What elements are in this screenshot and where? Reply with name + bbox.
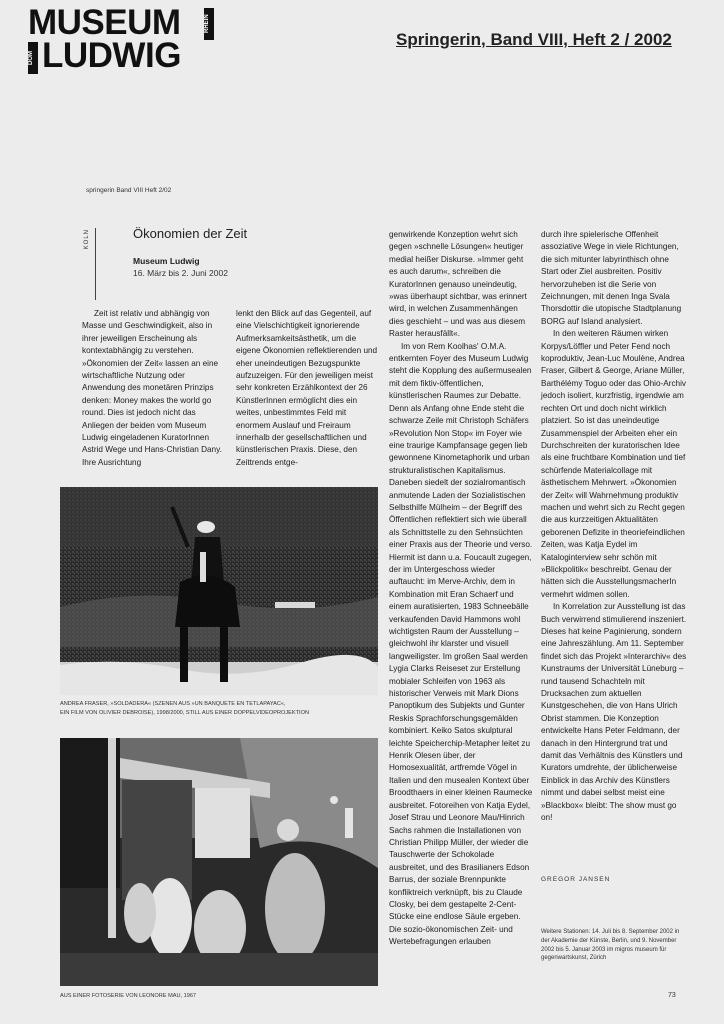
caption-line: EIN FILM VON OLIVIER DEBROISE), 1998/2000, STILL AUS EINER DOPPELVIDEOPROJEKTION [60, 709, 310, 716]
article-venue: Museum Ludwig [133, 256, 200, 266]
photo-caption-2: AUS EINER FOTOSERIE VON LEONORE MAU, 1967 [60, 993, 197, 999]
paragraph: In den weiteren Räumen wirken Korpys/Löffler und Peter Fend noch koproduktiv, Jean-Luc Moulène, Andrea Fraser, Gilbert & George, Ariane Müller, Barthélémy Toguo oder das Ohio-Archiv jedoch isoliert, kurzfristig, irgendwie am rechten Ort und doch nicht wirklich platziert. So ist das uneindeutige Zusammenspiel der Arbeiten eher ein Durchschreiten der kuratorischen Idee als eine fruchtbare Kombination und tief schürfende Materialcollage mit ästhetischem Mehrwert. »Ökonomien der Zeit« will Wahrnehmung produktiv machen und wehrt sich zu Recht gegen die aus kurzzeitigen Aktualitäten geborenen Defizite in theoriefeindlichen Zeiten, was Katja Eydel im Kataloginterview sehr schön mit »Blickpolitik« beschreibt. Genau der hätten sich die AusstellungsmacherIn vermehrt widmen sollen. [541, 329, 687, 599]
photo-soldadera-still [60, 487, 378, 695]
paragraph: durch ihre spielerische Offenheit assoziative Wege in viele Richtungen, die sich mitunter labyrinthisch ohne Start oder Ziel ausbreiten. Positiv hervorzuheben ist die Serie von Zeichnungen, mit denen Inga Svala Thorsdottir die utopische Stadtplanung BORG auf Island analysiert. [541, 230, 682, 326]
caption-line: ANDREA FRASER, »SOLDADERA« (SZENEN AUS »UN BANQUETE EN TETLAPAYAC«, [60, 701, 286, 707]
logo-tag-rhein: RHEIN [204, 8, 214, 40]
photo-soldadera-illustration [60, 487, 378, 695]
logo-line-museum: MUSEUM [28, 3, 181, 42]
page-number: 73 [668, 992, 676, 999]
city-label: KÖLN [84, 229, 90, 250]
photo-mau-illustration [60, 738, 378, 986]
photo-leonore-mau [60, 738, 378, 986]
logo-tag-dom: DOM [28, 42, 38, 74]
text-column-2 [236, 308, 380, 469]
museum-ludwig-logo [28, 3, 218, 75]
divider-line [95, 228, 96, 300]
logo-line-ludwig: LUDWIG [42, 36, 181, 75]
text-column-4 [541, 229, 687, 825]
paragraph: In Korrelation zur Ausstellung ist das Buch verwirrend stimulierend inszeniert. Dieses hat keine Paginierung, sondern eine Jahreszählung. Am 11. September findet sich das Projekt »Interarchiv« des Kunstraums der Universität Lüneburg – rund tausend Schachteln mit Drucksachen zum aktuellen Kunstgeschehen, die von Hans Ulrich Obrist stammen. Die Konzeption entwickelte Hans Peter Feldmann, der danach in den Hintergrund trat und damit das Verhältnis des Künstlers und Kurators umdrehte, der üblicherweise Einblick in das Archiv des Künstlers nimmt und dabei selbst meist eine »Blackbox« bleibt: The show must go on! [541, 602, 687, 823]
text-column-1 [82, 308, 225, 469]
article-title: Ökonomien der Zeit [133, 226, 248, 241]
author-name: GREGOR JANSEN [541, 876, 611, 883]
photo-caption-1 [60, 700, 390, 717]
paragraph: genwirkende Konzeption wehrt sich gegen »schnelle Lösungen« heutiger medial heißer Diskurse. »Immer geht es auch darum«, schreiben die KuratorInnen genauso uneindeutig, »was überhaupt sichtbar, was erinnert wird, in welchen Zusammenhängen dies geschieht – und was aus diesem Raster herausfällt«. [389, 230, 527, 339]
article-dates: 16. März bis 2. Juni 2002 [133, 268, 228, 278]
paragraph: Im von Rem Koolhas' O.M.A. entkernten Foyer des Museum Ludwig steht die Kopplung des außermusealen mit dem fiktiv-öffentlichen, künstlerischen Raumes zur Debatte. Denn als Anfang ohne Ende steht die schwarze Zeile mit Christoph Schäfers »Revolution Non Stop« im Foyer wie eine traurige Kampfansage gegen lieb gewonnene Kinometaphorik und urban strukturalistischen Kapitalismus. Daneben siedelt der sozialromantisch anmutende Laden der Sozialistischen Selbsthilfe Mülheim – der Begriff des Öffentlichen reflektiert sich wie überall als Schnittstelle zu den Sehnsüchten einer Praxis aus der Theorie und verso. Hiermit ist dann u.a. Foucault zugegen, der im Untergeschoss wieder auftaucht: im Merve-Archiv, dem in Kombination mit Eran Schaerf und einem auratisierten, 1983 Schneebälle verkaufenden David Hammons wohl wichtigsten Raum der Ausstellung – gleichwohl ihr klarster und visuell langweiligster. Im großen Saal werden Lygia Clarks Reiseset zur Erstellung mobialer Schleifen von 1963 als historischer Verweis mit Mark Dions Panoptikum des Subjekts und Gunter Reskis Sprachforschungsgemälden kombiniert. Keiko Satos skulptural leichte Speicherchip-Metapher leitet zu Henrik Olesen über, der Homosexualität, artfremde Vögel in Italien und den musealen Kontext über Broodthaers in einer kleinen Raumecke ausbreitet. Fotoreihen von Katja Eydel, Josef Strau und Leonore Mau/Hinrich Sachs rahmen die Installationen von Christian Philipp Müller, der wieder die Tauschwerte der Schokolade ausbreitet, und des Brasilianers Edson Barrus, der soziale Brennpunkte konfliktreich verknüpft, bis zu Claude Closky, bei dem gestapelte 2-Cent-Stücke eine endlose Säule ergeben. Die sozio-ökonomischen Zeit- und Wertebefragungen erlauben [389, 341, 533, 947]
paragraph: Zeit ist relativ und abhängig von Masse und Geschwindigkeit, also in ihrer jeweiligen Erscheinung als kontextabhängig zu verstehen. »Ökonomien der Zeit« lassen an eine wirtschaftliche Nutzung oder Anwendung des monetären Prinzips denken: Money makes the world go round. Dies ist jedoch nicht das Anliegen der beiden vom Museum Ludwig eingeladenen KuratorInnen Astrid Wege und Hans-Christian Dany. Ihre Ausrichtung [82, 309, 222, 467]
paragraph: lenkt den Blick auf das Gegenteil, auf eine Vielschichtigkeit ignorierende Aufmerksamkeitsästhetik, um die eigene Ökonomien reflektierenden und eher uneindeutigen Bezugspunkte aufzuzeigen. Für den jeweiligen meist sehr konkreten Erzählkontext der 26 KünstlerInnen ermöglicht dies ein weites, unbestimmtes Feld mit enormem Auslauf und Freiraum innerhalb der gesellschaftlichen und künstlerischen Praxis. Diese, den Zeittrends entge- [236, 309, 378, 467]
footnote-stations: Weitere Stationen: 14. Juli bis 8. September 2002 in der Akademie der Künste, Berlin, und 9. November 2002 bis 5. Januar 2003 im migros museum für gegenwartskunst, Zürich [541, 929, 680, 962]
text-column-3 [389, 229, 533, 949]
publication-reference: Springerin, Band VIII, Heft 2 / 2002 [396, 30, 672, 49]
running-head: springerin Band VIII Heft 2/02 [86, 187, 172, 194]
